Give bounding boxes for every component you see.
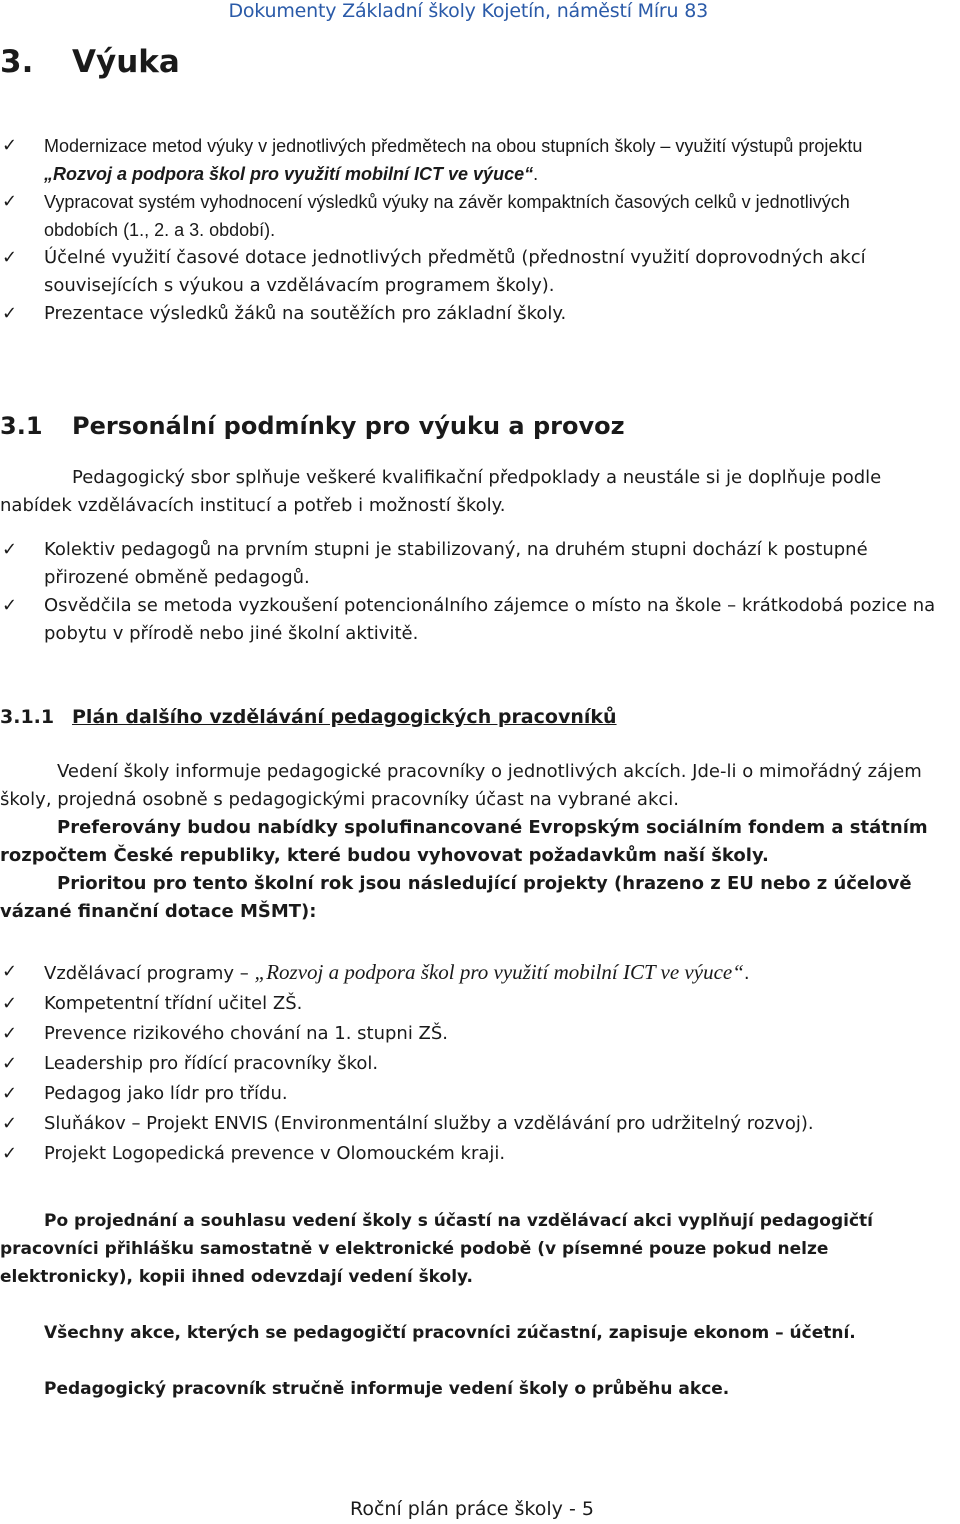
section-title: Výuka	[72, 44, 180, 80]
list-item: ✓ Projekt Logopedická prevence v Olomouckém kraji.	[0, 1139, 950, 1169]
list-item: ✓ Kompetentní třídní učitel ZŠ.	[0, 989, 950, 1019]
section-title: Personální podmínky pro výuku a provoz	[72, 412, 625, 440]
section-heading-3-1	[0, 412, 625, 440]
check-mark-icon: ✓	[2, 1083, 18, 1104]
check-mark-icon: ✓	[2, 993, 18, 1014]
list-item: ✓ Osvědčila se metoda vyzkoušení potencionálního zájemce o místo na škole – krátkodobá pozice na pobytu v přírodě nebo jiné školní aktivitě.	[0, 592, 950, 648]
list-item: ✓ Leadership pro řídící pracovníky škol.	[0, 1049, 950, 1079]
running-header: Dokumenty Základní školy Kojetín, náměstí Míru 83	[228, 0, 708, 22]
paragraph-information: Vedení školy informuje pedagogické pracovníky o jednotlivých akcích. Jde-li o mimořádný zájem školy, projedná osobně s pedagogickými pracovníky účast na vybrané akci.	[0, 761, 922, 810]
check-mark-icon: ✓	[2, 1023, 18, 1044]
check-mark-icon: ✓	[2, 1113, 18, 1134]
list-item: ✓ Prevence rizikového chování na 1. stupni ZŠ.	[0, 1019, 950, 1049]
section-3-1-list	[0, 536, 950, 648]
check-mark-icon: ✓	[2, 135, 18, 156]
section-3-list	[0, 132, 925, 328]
section-heading-3-1-1	[0, 706, 617, 728]
list-item: ✓ Modernizace metod výuky v jednotlivých předmětech na obou stupních školy – využití výstupů projektu „Rozvoj a podpora škol pro využití mobilní ICT ve výuce“.	[0, 132, 925, 188]
list-item: ✓ Účelné využití časové dotace jednotlivých předmětů (přednostní využití doprovodných akcí souvisejících s výukou a vzdělávacím programem školy).	[0, 244, 925, 300]
project-name-emphasis: „Rozvoj a podpora škol pro využití mobilní ICT ve výuce“	[44, 164, 534, 184]
check-mark-icon: ✓	[2, 191, 18, 212]
check-mark-icon: ✓	[2, 1053, 18, 1074]
section-heading-3	[0, 44, 180, 80]
project-name-emphasis: „Rozvoj a podpora škol pro využití mobilní ICT ve výuce“	[254, 960, 744, 984]
paragraph-recording: Všechny akce, kterých se pedagogičtí pracovníci zúčastní, zapisuje ekonom – účetní.	[44, 1323, 856, 1343]
list-item: ✓ Sluňákov – Projekt ENVIS (Environmentální služby a vzdělávání pro udržitelný rozvoj).	[0, 1109, 950, 1139]
list-item: ✓ Vypracovat systém vyhodnocení výsledků výuky na závěr kompaktních časových celků v jednotlivých obdobích (1., 2. a 3. období).	[0, 188, 925, 244]
section-3-1-intro: Pedagogický sbor splňuje veškeré kvalifikační předpoklady a neustále si je doplňuje podle nabídek vzdělávacích institucí a potřeb i možností školy.	[0, 467, 882, 516]
check-mark-icon: ✓	[2, 539, 18, 560]
check-mark-icon: ✓	[2, 595, 18, 616]
section-title: Plán dalšího vzdělávání pedagogických pracovníků	[72, 706, 617, 728]
page-footer: Roční plán práce školy - 5	[350, 1498, 594, 1520]
check-mark-icon: ✓	[2, 247, 18, 268]
section-number: 3.1	[0, 412, 43, 440]
paragraph-preference: Preferovány budou nabídky spolufinancované Evropským sociálním fondem a státním rozpočtem České republiky, které budou vyhovovat požadavkům naší školy.	[0, 817, 928, 866]
section-number: 3.1.1	[0, 706, 55, 728]
list-item: ✓ Prezentace výsledků žáků na soutěžích pro základní školy.	[0, 300, 925, 328]
projects-list	[0, 957, 950, 1169]
section-number: 3.	[0, 44, 34, 80]
check-mark-icon: ✓	[2, 961, 18, 982]
paragraph-registration: Po projednání a souhlasu vedení školy s účastí na vzdělávací akci vyplňují pedagogičtí pracovníci přihlášku samostatně v elektronické podobě (v písemné pouze pokud nelze elektronicky), kopii ihned odevzdají vedení školy.	[0, 1211, 873, 1287]
check-mark-icon: ✓	[2, 303, 18, 324]
list-item: ✓ Pedagog jako lídr pro třídu.	[0, 1079, 950, 1109]
list-item: ✓ Vzdělávací programy – „Rozvoj a podpora škol pro využití mobilní ICT ve výuce“.	[0, 957, 950, 989]
check-mark-icon: ✓	[2, 1143, 18, 1164]
paragraph-reporting: Pedagogický pracovník stručně informuje vedení školy o průběhu akce.	[44, 1379, 730, 1399]
list-item: ✓ Kolektiv pedagogů na prvním stupni je stabilizovaný, na druhém stupni dochází k postupné přirozené obměně pedagogů.	[0, 536, 950, 592]
paragraph-priority: Prioritou pro tento školní rok jsou následující projekty (hrazeno z EU nebo z účelově vázané finanční dotace MŠMT):	[0, 873, 912, 922]
